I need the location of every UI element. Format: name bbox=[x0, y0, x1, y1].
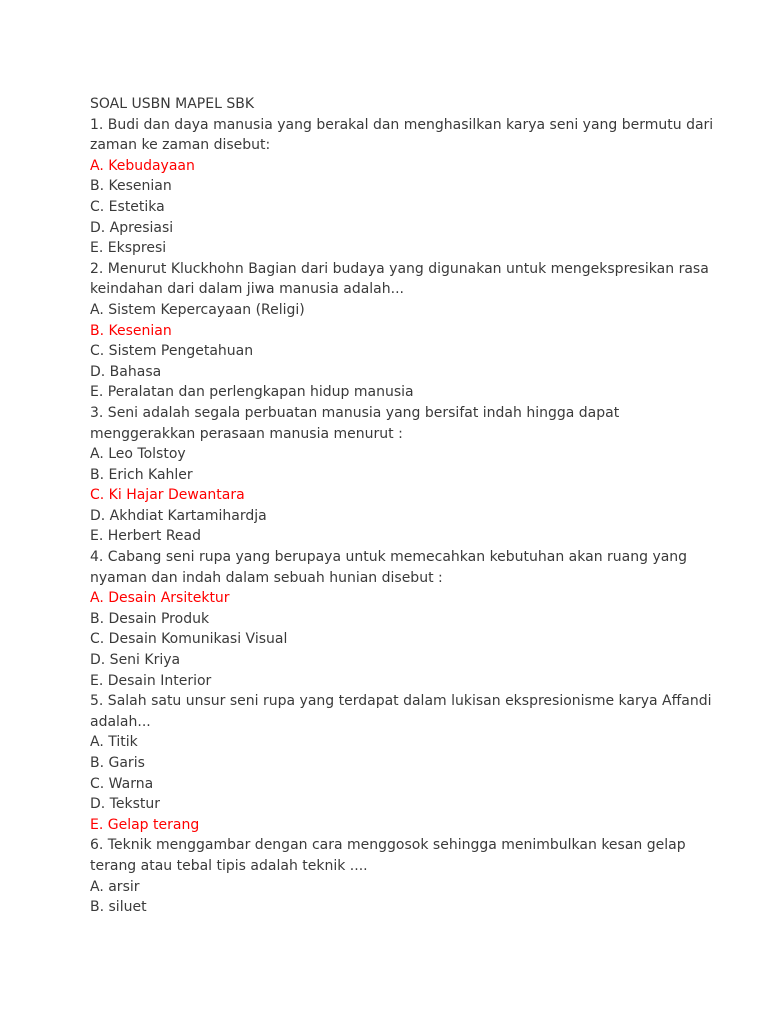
question-block bbox=[90, 547, 690, 691]
option: A. Sistem Kepercayaan (Religi) bbox=[90, 301, 305, 318]
question-text: 4. Cabang seni rupa yang berupaya untuk memecahkan kebutuhan akan ruang yang bbox=[90, 549, 688, 566]
question-text: menggerakkan perasaan manusia menurut : bbox=[90, 425, 403, 442]
question-text: 6. Teknik menggambar dengan cara menggosok sehingga menimbulkan kesan gelap bbox=[90, 837, 686, 854]
option: B. Erich Kahler bbox=[90, 466, 193, 483]
option: C. Sistem Pengetahuan bbox=[90, 343, 254, 360]
question-text: 1. Budi dan daya manusia yang berakal dan menghasilkan karya seni yang bermutu dari bbox=[90, 116, 714, 133]
option: B. siluet bbox=[90, 899, 147, 916]
answer-option: E. Gelap terang bbox=[90, 816, 200, 833]
question-text: terang atau tebal tipis adalah teknik .... bbox=[90, 857, 368, 874]
question-block bbox=[90, 115, 714, 259]
answer-option: A. Desain Arsitektur bbox=[90, 590, 230, 607]
question-list bbox=[90, 115, 714, 918]
option: E. Desain Interior bbox=[90, 672, 212, 689]
option: A. Titik bbox=[90, 734, 138, 751]
option: D. Akhdiat Kartamihardja bbox=[90, 507, 267, 524]
question-block bbox=[90, 259, 709, 403]
option: E. Ekspresi bbox=[90, 240, 167, 257]
question-text: 2. Menurut Kluckhohn Bagian dari budaya yang digunakan untuk mengekspresikan rasa bbox=[90, 260, 709, 277]
option: C. Warna bbox=[90, 775, 154, 792]
option: B. Desain Produk bbox=[90, 610, 210, 627]
question-text: nyaman dan indah dalam sebuah hunian disebut : bbox=[90, 569, 443, 586]
option: B. Kesenian bbox=[90, 178, 172, 195]
question-block bbox=[90, 691, 712, 835]
option: E. Peralatan dan perlengkapan hidup manusia bbox=[90, 384, 414, 401]
answer-option: A. Kebudayaan bbox=[90, 157, 195, 174]
answer-option: C. Ki Hajar Dewantara bbox=[90, 487, 245, 504]
question-text: 5. Salah satu unsur seni rupa yang terdapat dalam lukisan ekspresionisme karya Affandi bbox=[90, 693, 712, 710]
option: D. Bahasa bbox=[90, 363, 162, 380]
question-block bbox=[90, 403, 690, 547]
document-title: SOAL USBN MAPEL SBK bbox=[90, 96, 255, 112]
option: C. Desain Komunikasi Visual bbox=[90, 631, 288, 648]
option: D. Tekstur bbox=[90, 796, 160, 813]
option: C. Estetika bbox=[90, 198, 165, 215]
question-block bbox=[90, 835, 690, 917]
answer-option: B. Kesenian bbox=[90, 322, 172, 339]
question-text: adalah... bbox=[90, 713, 151, 730]
document-page bbox=[90, 94, 714, 918]
question-text: keindahan dari dalam jiwa manusia adalah... bbox=[90, 281, 404, 298]
option: D. Apresiasi bbox=[90, 219, 174, 236]
option: B. Garis bbox=[90, 755, 145, 771]
question-text: 3. Seni adalah segala perbuatan manusia yang bersifat indah hingga dapat bbox=[90, 404, 620, 421]
option: A. arsir bbox=[90, 878, 140, 895]
option: E. Herbert Read bbox=[90, 528, 202, 545]
option: D. Seni Kriya bbox=[90, 652, 181, 669]
question-text: zaman ke zaman disebut: bbox=[90, 137, 271, 154]
option: A. Leo Tolstoy bbox=[90, 446, 186, 463]
